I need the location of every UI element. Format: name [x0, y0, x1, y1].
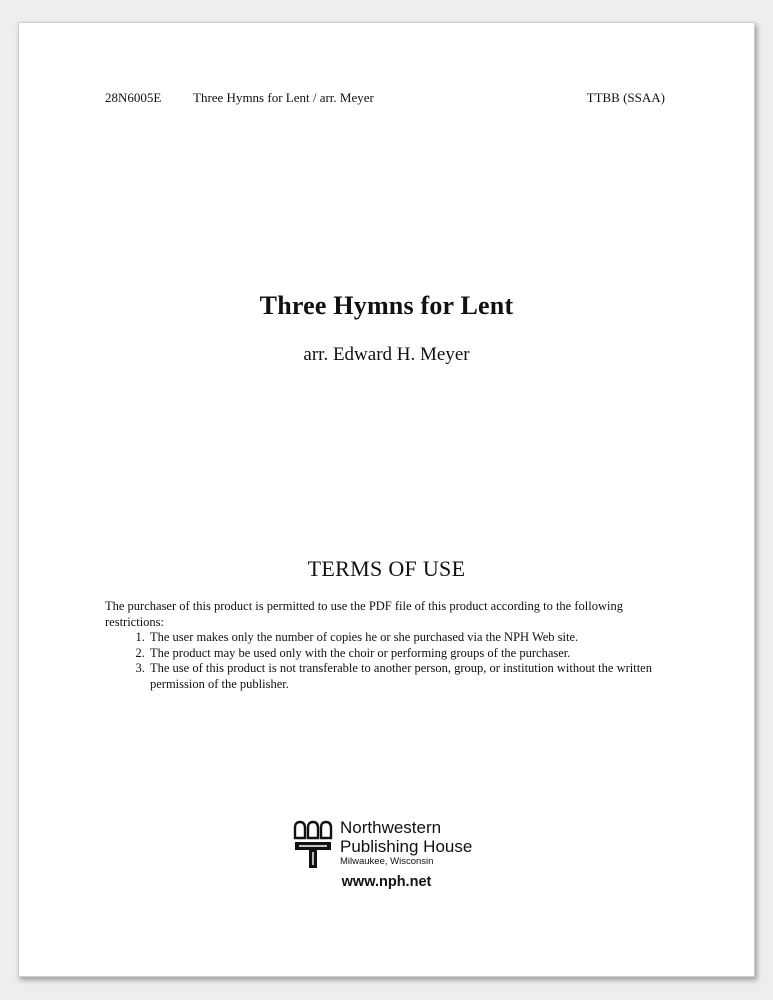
publisher-location: Milwaukee, Wisconsin — [340, 856, 434, 867]
product-title: Three Hymns for Lent / arr. Meyer — [193, 90, 374, 105]
terms-body — [105, 599, 675, 692]
terms-item: 2. The product may be used only with the choir or performing groups of the purchaser. — [148, 646, 675, 662]
voicing: TTBB (SSAA) — [586, 90, 665, 105]
document-page — [18, 22, 755, 977]
document-title: Three Hymns for Lent — [259, 291, 514, 320]
terms-item: 3. The use of this product is not transferable to another person, group, or institution without the written permission of the publisher. — [148, 661, 675, 692]
terms-heading: TERMS OF USE — [307, 556, 466, 581]
publisher-url: www.nph.net — [341, 874, 432, 890]
terms-intro: The purchaser of this product is permitted to use the PDF file of this product according to the following restrictions: — [105, 599, 623, 629]
terms-item: 1. The user makes only the number of copies he or she purchased via the NPH Web site. — [148, 630, 675, 646]
arranger-credit: arr. Edward H. Meyer — [303, 344, 470, 365]
publisher-name-line2: Publishing House — [340, 837, 473, 856]
nph-cross-logo-icon — [293, 820, 333, 870]
publisher-name-line1: Northwestern — [340, 818, 442, 837]
page-header — [105, 90, 665, 106]
terms-list — [105, 630, 675, 692]
product-code: 28N6005E — [105, 90, 162, 105]
publisher-name-block — [340, 818, 472, 868]
